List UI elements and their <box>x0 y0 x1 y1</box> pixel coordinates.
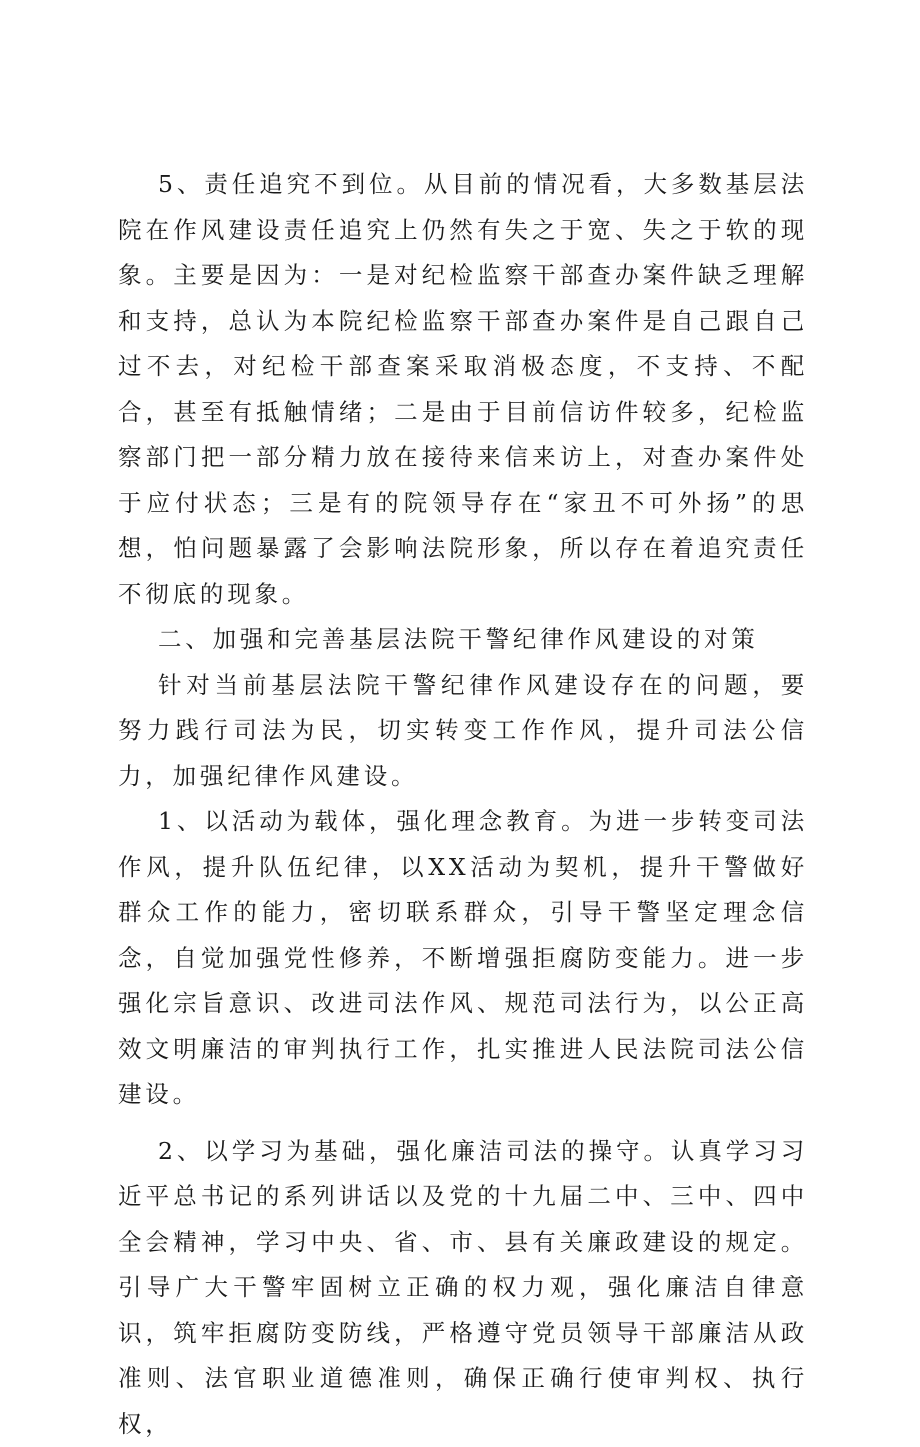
paragraph-intro: 针对当前基层法院干警纪律作风建设存在的问题，要努力践行司法为民，切实转变工作作风，提升司法公信力，加强纪律作风建设。 <box>118 663 808 800</box>
paragraph-spacer <box>118 1118 808 1129</box>
document-body <box>118 162 808 1447</box>
paragraph-responsibility: 5、责任追究不到位。从目前的情况看，大多数基层法院在作风建设责任追究上仍然有失之于宽、失之于软的现象。主要是因为：一是对纪检监察干部查办案件缺乏理解和支持，总认为本院纪检监察干部查办案件是自己跟自己过不去，对纪检干部查案采取消极态度，不支持、不配合，甚至有抵触情绪；二是由于目前信访件较多，纪检监察部门把一部分精力放在接待来信来访上，对查办案件处于应付状态；三是有的院领导存在“家丑不可外扬”的思想，怕问题暴露了会影响法院形象，所以存在着追究责任不彻底的现象。 <box>118 162 808 617</box>
section-heading: 二、加强和完善基层法院干警纪律作风建设的对策 <box>118 617 808 663</box>
paragraph-study: 2、以学习为基础，强化廉洁司法的操守。认真学习习近平总书记的系列讲话以及党的十九届二中、三中、四中全会精神，学习中央、省、市、县有关廉政建设的规定。引导广大干警牢固树立正确的权力观，强化廉洁自律意识，筑牢拒腐防变防线，严格遵守党员领导干部廉洁从政准则、法官职业道德准则，确保正确行使审判权、执行权， <box>118 1129 808 1447</box>
paragraph-activity: 1、以活动为载体，强化理念教育。为进一步转变司法作风，提升队伍纪律，以XX活动为契机，提升干警做好群众工作的能力，密切联系群众，引导干警坚定理念信念，自觉加强党性修养，不断增强拒腐防变能力。进一步强化宗旨意识、改进司法作风、规范司法行为，以公正高效文明廉洁的审判执行工作，扎实推进人民法院司法公信建设。 <box>118 799 808 1118</box>
